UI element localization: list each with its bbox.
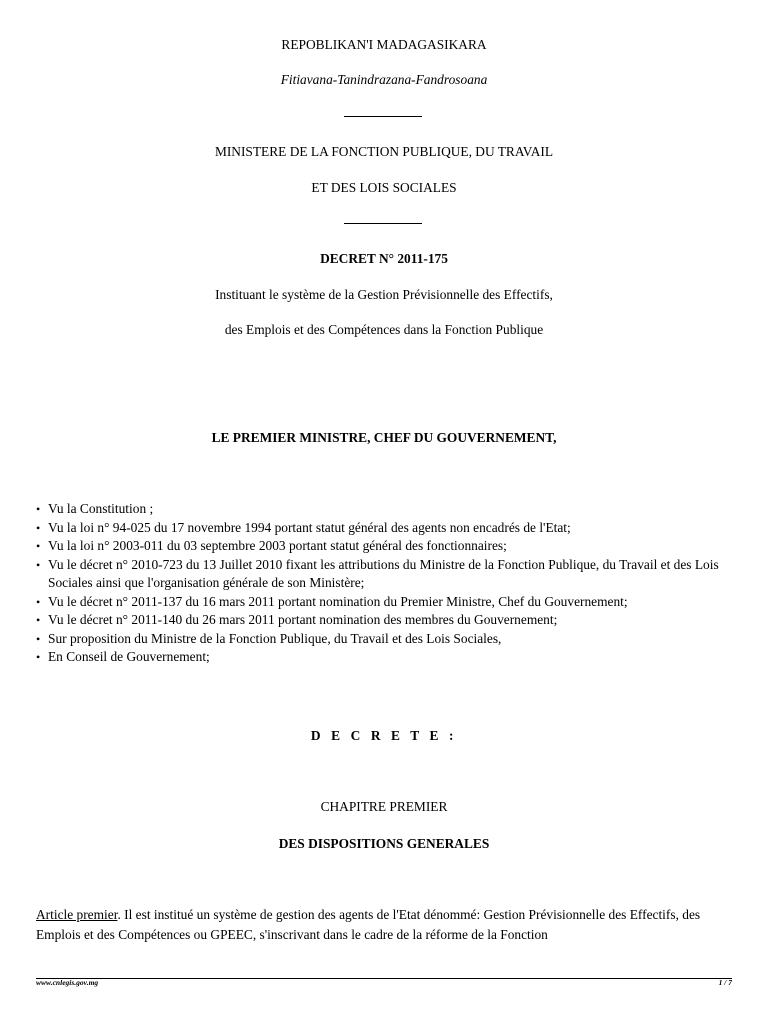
list-item: • Vu la loi n° 2003-011 du 03 septembre 2003 portant statut général des fonctionnaires; bbox=[36, 537, 736, 556]
chapter-subtitle: DES DISPOSITIONS GENERALES bbox=[278, 836, 490, 851]
decree-number: DECRET N° 2011-175 bbox=[320, 251, 448, 266]
ministry-line-2: ET DES LOIS SOCIALES bbox=[311, 180, 457, 195]
list-item: • Vu la loi n° 94-025 du 17 novembre 1994 portant statut général des agents non encadrés de l'Etat; bbox=[36, 519, 736, 538]
bullet-icon: • bbox=[36, 650, 41, 664]
bullet-icon: • bbox=[36, 520, 41, 535]
list-item: • Vu le décret n° 2011-140 du 26 mars 2011 portant nomination des membres du Gouvernement; bbox=[36, 611, 736, 630]
chapter-title: CHAPITRE PREMIER bbox=[320, 799, 448, 814]
list-item: • Sur proposition du Ministre de la Fonction Publique, du Travail et des Lois Sociales, bbox=[36, 630, 736, 649]
bullet-icon: • bbox=[36, 613, 41, 627]
bullet-icon: • bbox=[36, 539, 41, 553]
decrete-heading: D E C R E T E : bbox=[310, 728, 458, 743]
article-text: . Il est institué un système de gestion des agents de l'Etat dénommé: Gestion Prévisionnelle des Effectifs, des Emplois et des Compétences ou GPEEC, s'inscrivant dans le cadre de la réforme de la Fonction bbox=[36, 907, 701, 942]
page-number: 1 / 7 bbox=[718, 978, 732, 987]
list-item: • Vu le décret n° 2011-137 du 16 mars 2011 portant nomination du Premier Ministre, Chef du Gouvernement; bbox=[36, 593, 736, 612]
article-premier bbox=[36, 905, 736, 945]
decree-subtitle-line-2: des Emplois et des Compétences dans la Fonction Publique bbox=[224, 322, 544, 337]
article-lead: Article premier bbox=[36, 907, 118, 922]
bullet-icon: • bbox=[36, 594, 41, 609]
decree-subtitle-line-1: Instituant le système de la Gestion Prévisionnelle des Effectifs, bbox=[215, 287, 553, 302]
bullet-icon: • bbox=[36, 631, 41, 646]
footer-rule bbox=[36, 978, 732, 979]
republic-title: REPOBLIKAN'I MADAGASIKARA bbox=[281, 37, 487, 52]
considerations-list bbox=[36, 500, 736, 667]
ministry-line-1: MINISTERE DE LA FONCTION PUBLIQUE, DU TRAVAIL bbox=[214, 144, 554, 159]
bullet-icon: • bbox=[36, 557, 41, 572]
list-item: • En Conseil de Gouvernement; bbox=[36, 648, 736, 667]
bullet-icon: • bbox=[36, 502, 41, 516]
list-item: • Vu la Constitution ; bbox=[36, 500, 736, 519]
separator-rule bbox=[344, 223, 422, 224]
separator-rule bbox=[344, 116, 422, 117]
authority-heading: LE PREMIER MINISTRE, CHEF DU GOUVERNEMENT, bbox=[211, 430, 557, 445]
footer-site-link[interactable]: www.cnlegis.gov.mg bbox=[36, 978, 99, 987]
national-motto: Fitiavana-Tanindrazana-Fandrosoana bbox=[280, 72, 488, 87]
list-item: • Vu le décret n° 2010-723 du 13 Juillet 2010 fixant les attributions du Ministre de la Fonction Publique, du Travail et des Lois Sociales ainsi que l'organisation générale de son Ministère; bbox=[36, 556, 719, 590]
